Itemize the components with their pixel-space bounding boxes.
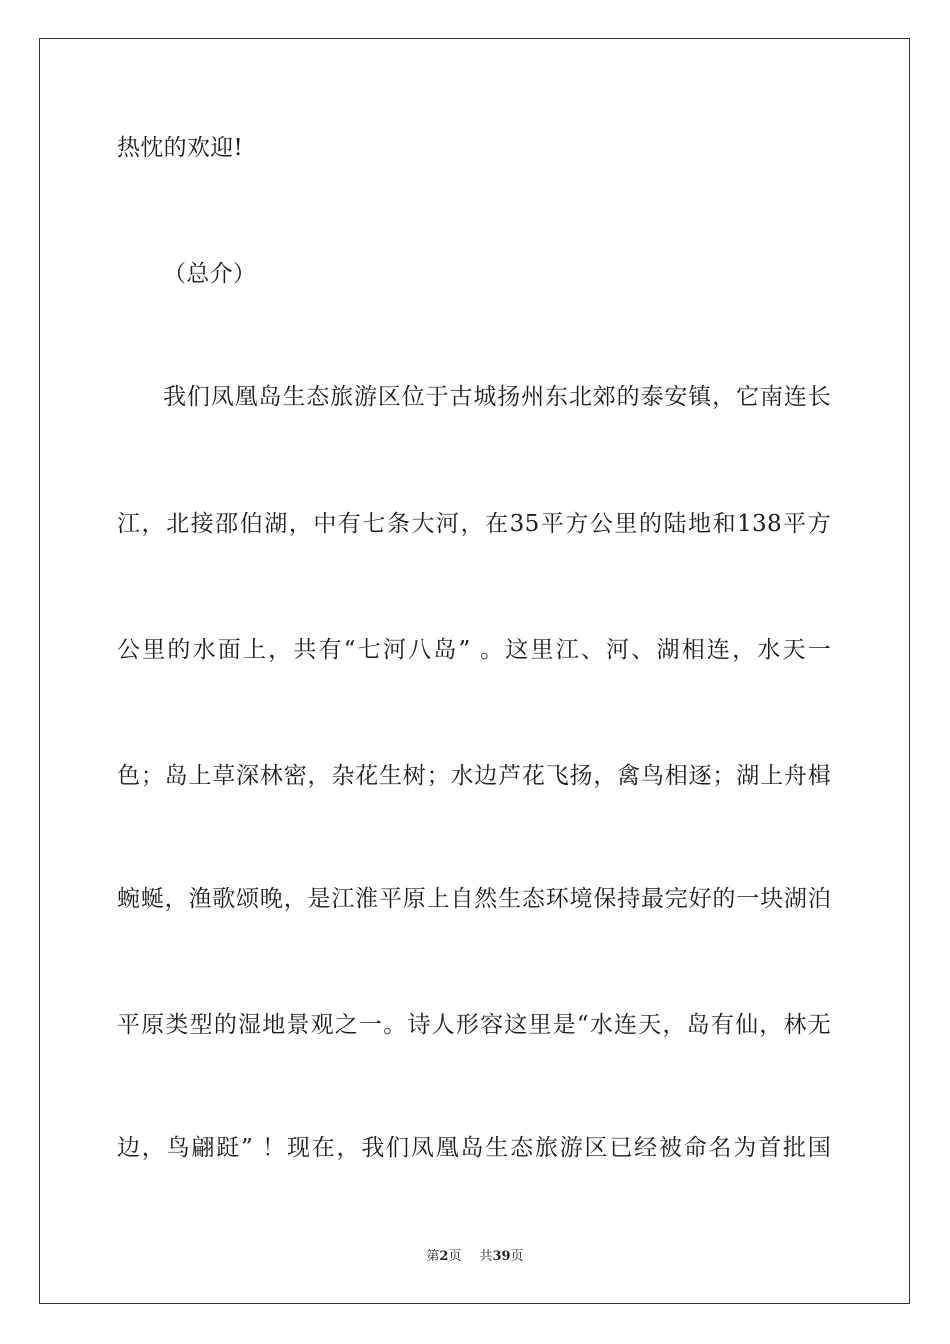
page-total-number: 39 [492, 1249, 511, 1264]
total-suffix: 页 [510, 1249, 524, 1264]
text-line-1: 热忱的欢迎! [117, 135, 244, 161]
total-prefix: 共 [479, 1249, 493, 1264]
text-line-9: 边，鸟翩跹” ！现在，我们凤凰岛生态旅游区已经被命名为首批国 [117, 1135, 831, 1161]
text-line-8: 平原类型的湿地景观之一。诗人形容这里是“水连天，岛有仙，林无 [117, 1012, 831, 1038]
page-border [39, 38, 910, 1304]
section-heading: （总介） [163, 261, 257, 287]
page-footer [0, 1248, 950, 1266]
text-line-5: 公里的水面上，共有“七河八岛” 。这里江、河、湖相连，水天一 [117, 637, 831, 663]
text-line-3: 我们凤凰岛生态旅游区位于古城扬州东北郊的泰安镇，它南连长 [163, 384, 831, 410]
text-line-4: 江，北接邵伯湖，中有七条大河，在35平方公里的陆地和138平方 [117, 511, 831, 537]
text-line-6: 色；岛上草深林密，杂花生树；水边芦花飞扬，禽鸟相逐；湖上舟楫 [117, 763, 831, 789]
page-prefix: 第 [426, 1249, 440, 1264]
text-line-7: 蜿蜒，渔歌颂晚，是江淮平原上自然生态环境保持最完好的一块湖泊 [117, 886, 831, 912]
page-current-number: 2 [439, 1249, 449, 1264]
page-suffix: 页 [448, 1249, 462, 1264]
